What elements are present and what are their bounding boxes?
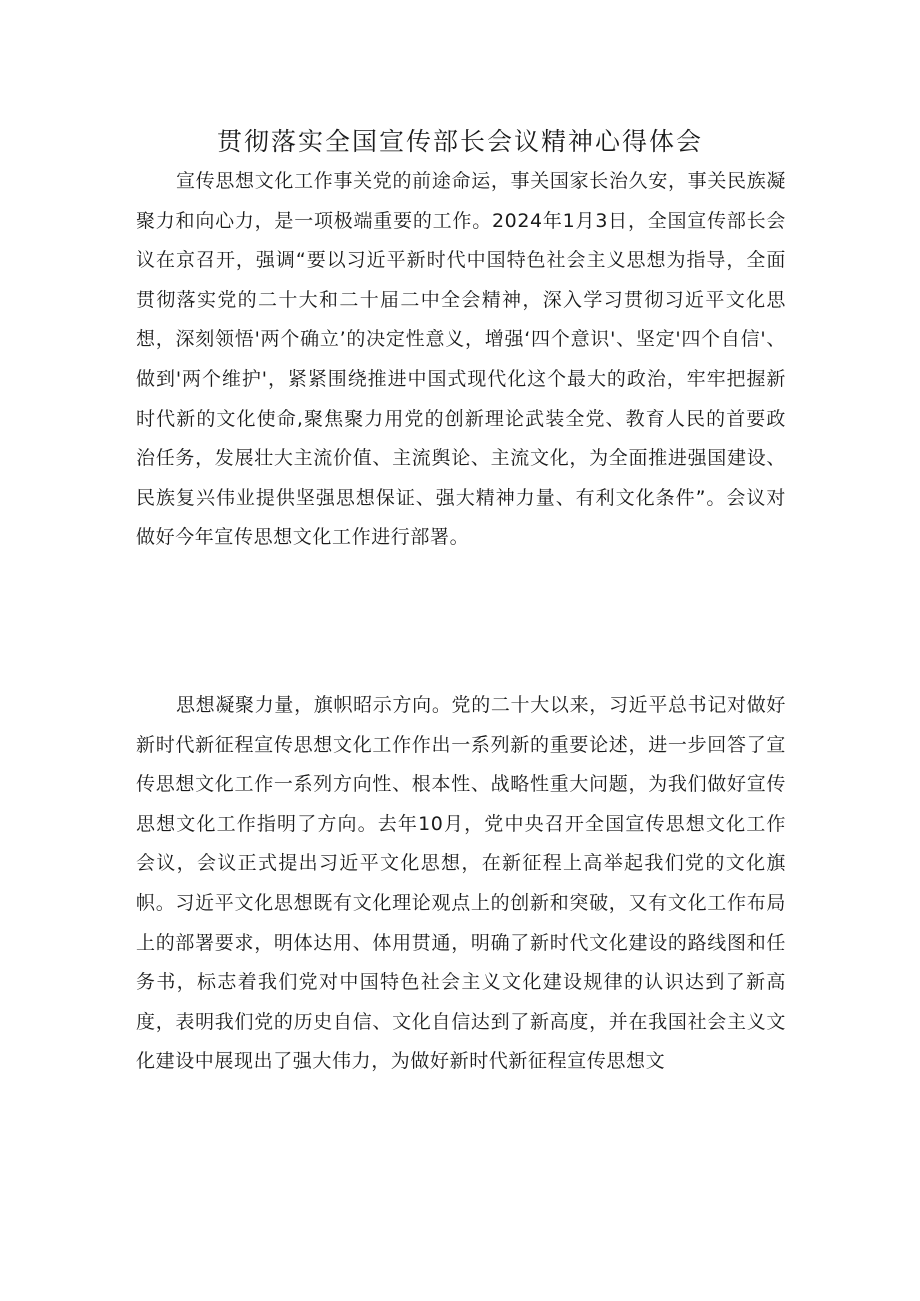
paragraph-1: 宣传思想文化工作事关党的前途命运，事关国家长治久安，事关民族凝聚力和向心力，是一项极端重要的工作。2024年1月3日，全国宣传部长会议在京召开，强调“要以习近平新时代中国特色社会主义思想为指导，全面贯彻落实党的二十大和二十届二中全会精神，深入学习贯彻习近平文化思想，深刻领悟'两个确立’的决定性意义，增强‘四个意识'、坚定'四个自信'、做到'两个维护'，紧紧围绕推进中国式现代化这个最大的政治，牢牢把握新时代新的文化使命,聚焦聚力用党的创新理论武装全党、教育人民的首要政治任务，发展壮大主流价值、主流舆论、主流文化，为全面推进强国建设、民族复兴伟业提供坚强思想保证、强大精神力量、有利文化条件”。会议对做好今年宣传思想文化工作进行部署。 [136, 170, 786, 549]
document-title: 贯彻落实全国宣传部长会议精神心得体会 [216, 127, 703, 156]
paragraph-2: 思想凝聚力量，旗帜昭示方向。党的二十大以来，习近平总书记对做好新时代新征程宣传思想文化工作作出一系列新的重要论述，进一步回答了宣传思想文化工作一系列方向性、根本性、战略性重大问题，为我们做好宣传思想文化工作指明了方向。去年10月，党中央召开全国宣传思想文化工作会议，会议正式提出习近平文化思想，在新征程上高举起我们党的文化旗帜。习近平文化思想既有文化理论观点上的创新和突破，又有文化工作布局上的部署要求，明体达用、体用贯通，明确了新时代文化建设的路线图和任务书，标志着我们党对中国特色社会主义文化建设规律的认识达到了新高度，表明我们党的历史自信、文化自信达到了新高度，并在我国社会主义文化建设中展现出了强大伟力，为做好新时代新征程宣传思想文 [136, 694, 786, 1073]
